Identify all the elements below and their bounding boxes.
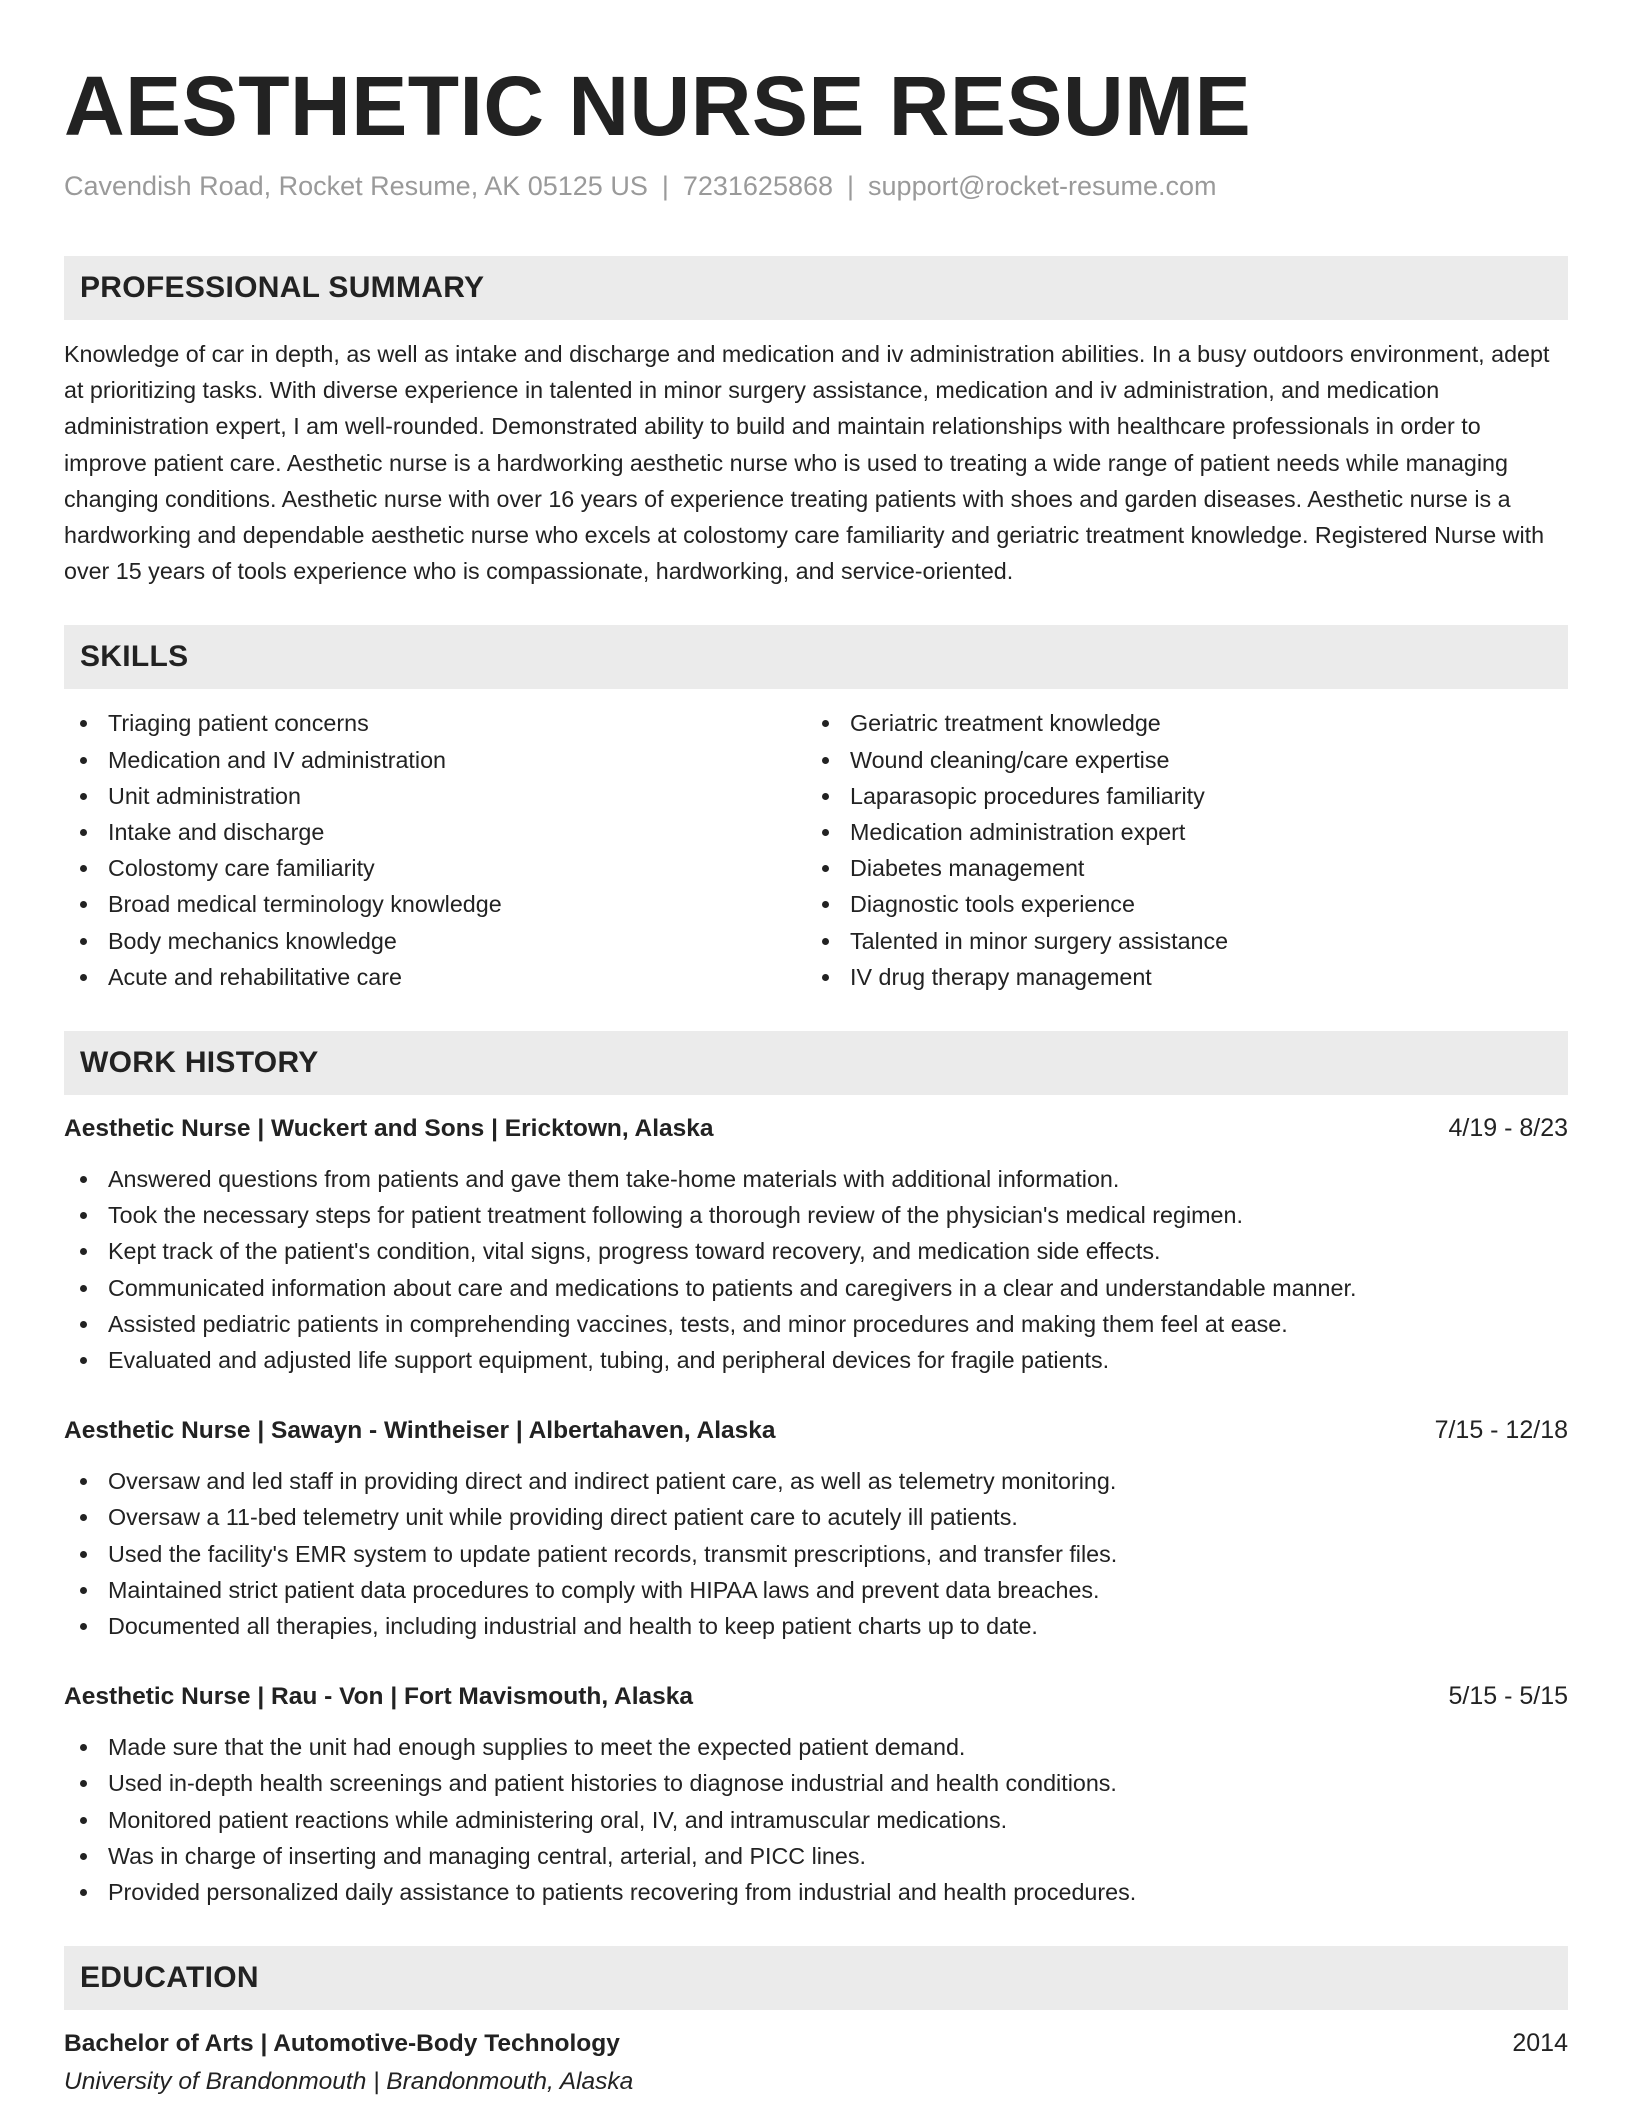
skill-item: Intake and discharge <box>64 814 806 850</box>
job-bullet: Provided personalized daily assistance to patients recovering from industrial and health procedures. <box>64 1874 1568 1910</box>
skills-list-left <box>64 705 806 995</box>
job-bullet: Maintained strict patient data procedures to comply with HIPAA laws and prevent data breaches. <box>64 1572 1568 1608</box>
job-bullet: Used in-depth health screenings and patient histories to diagnose industrial and health conditions. <box>64 1765 1568 1801</box>
skill-item: Acute and rehabilitative care <box>64 959 806 995</box>
section-heading-work-history: WORK HISTORY <box>64 1031 1568 1095</box>
skill-item: Talented in minor surgery assistance <box>806 923 1548 959</box>
job-header <box>64 1678 1568 1715</box>
skill-item: Diabetes management <box>806 850 1548 886</box>
job-bullet: Kept track of the patient's condition, vital signs, progress toward recovery, and medication side effects. <box>64 1233 1568 1269</box>
job-entry <box>64 1110 1568 1378</box>
section-heading-skills: SKILLS <box>64 625 1568 689</box>
job-title: Aesthetic Nurse | Wuckert and Sons | Ericktown, Alaska <box>64 1115 714 1143</box>
skill-item: IV drug therapy management <box>806 959 1548 995</box>
email-link[interactable]: support@rocket-resume.com <box>868 171 1217 201</box>
section-heading-summary: PROFESSIONAL SUMMARY <box>64 256 1568 320</box>
job-dates: 5/15 - 5/15 <box>1448 1682 1568 1711</box>
separator: | <box>847 171 855 201</box>
education-header <box>64 2025 1568 2062</box>
address: Cavendish Road, Rocket Resume, AK 05125 US <box>64 171 648 201</box>
school: University of Brandonmouth | Brandonmouth, Alaska <box>64 2068 634 2096</box>
summary-text: Knowledge of car in depth, as well as intake and discharge and medication and iv administration abilities. In a busy outdoors environment, adept at prioritizing tasks. With diverse experience in talented in minor surgery assistance, medication and iv administration, and medication administration expert, I am well-rounded. Demonstrated ability to build and maintain relationships with healthcare professionals in order to improve patient care. Aesthetic nurse is a hardworking aesthetic nurse who is used to treating a wide range of patient needs while managing changing conditions. Aesthetic nurse with over 16 years of experience treating patients with shoes and garden diseases. Aesthetic nurse is a hardworking and dependable aesthetic nurse who excels at colostomy care familiarity and geriatric treatment knowledge. Registered Nurse with over 15 years of tools experience who is compassionate, hardworking, and service-oriented. <box>64 341 1550 585</box>
job-title: Aesthetic Nurse | Sawayn - Wintheiser | Albertahaven, Alaska <box>64 1417 776 1445</box>
job-bullet: Monitored patient reactions while administering oral, IV, and intramuscular medications. <box>64 1802 1568 1838</box>
skills-columns <box>64 705 1568 995</box>
contact-line <box>64 168 1568 204</box>
job-bullet: Evaluated and adjusted life support equipment, tubing, and peripheral devices for fragile patients. <box>64 1342 1568 1378</box>
job-bullet: Assisted pediatric patients in comprehending vaccines, tests, and minor procedures and making them feel at ease. <box>64 1306 1568 1342</box>
graduation-year: 2014 <box>1512 2029 1568 2058</box>
resume-page <box>64 0 1568 2100</box>
job-bullet: Made sure that the unit had enough supplies to meet the expected patient demand. <box>64 1729 1568 1765</box>
skill-item: Body mechanics knowledge <box>64 923 806 959</box>
job-bullet: Used the facility's EMR system to update patient records, transmit prescriptions, and transfer files. <box>64 1536 1568 1572</box>
skill-item: Geriatric treatment knowledge <box>806 705 1548 741</box>
skill-item: Wound cleaning/care expertise <box>806 742 1548 778</box>
job-bullets <box>64 1729 1568 1910</box>
job-bullet: Was in charge of inserting and managing central, arterial, and PICC lines. <box>64 1838 1568 1874</box>
skill-item: Colostomy care familiarity <box>64 850 806 886</box>
skills-list-right <box>806 705 1548 995</box>
skill-item: Laparasopic procedures familiarity <box>806 778 1548 814</box>
job-header <box>64 1110 1568 1147</box>
job-bullet: Answered questions from patients and gave them take-home materials with additional information. <box>64 1161 1568 1197</box>
job-entry <box>64 1678 1568 1910</box>
job-bullet: Oversaw and led staff in providing direct and indirect patient care, as well as telemetry monitoring. <box>64 1463 1568 1499</box>
section-heading-education: EDUCATION <box>64 1946 1568 2010</box>
skill-item: Unit administration <box>64 778 806 814</box>
job-header <box>64 1412 1568 1449</box>
job-bullet: Documented all therapies, including industrial and health to keep patient charts up to date. <box>64 1608 1568 1644</box>
skill-item: Triaging patient concerns <box>64 705 806 741</box>
job-entry <box>64 1412 1568 1644</box>
skill-item: Medication and IV administration <box>64 742 806 778</box>
skill-item: Diagnostic tools experience <box>806 886 1548 922</box>
degree: Bachelor of Arts | Automotive-Body Technology <box>64 2030 620 2058</box>
job-dates: 4/19 - 8/23 <box>1448 1114 1568 1143</box>
resume-title: AESTHETIC NURSE RESUME <box>64 59 1252 153</box>
job-bullet: Oversaw a 11-bed telemetry unit while providing direct patient care to acutely ill patients. <box>64 1499 1568 1535</box>
job-dates: 7/15 - 12/18 <box>1434 1416 1568 1445</box>
job-title: Aesthetic Nurse | Rau - Von | Fort Mavismouth, Alaska <box>64 1683 694 1711</box>
skill-item: Broad medical terminology knowledge <box>64 886 806 922</box>
job-bullets <box>64 1463 1568 1644</box>
job-bullet: Communicated information about care and medications to patients and caregivers in a clear and understandable manner. <box>64 1270 1568 1306</box>
phone: 7231625868 <box>682 171 834 201</box>
job-bullets <box>64 1161 1568 1378</box>
separator: | <box>661 171 669 201</box>
job-bullet: Took the necessary steps for patient treatment following a thorough review of the physician's medical regimen. <box>64 1197 1568 1233</box>
skill-item: Medication administration expert <box>806 814 1548 850</box>
